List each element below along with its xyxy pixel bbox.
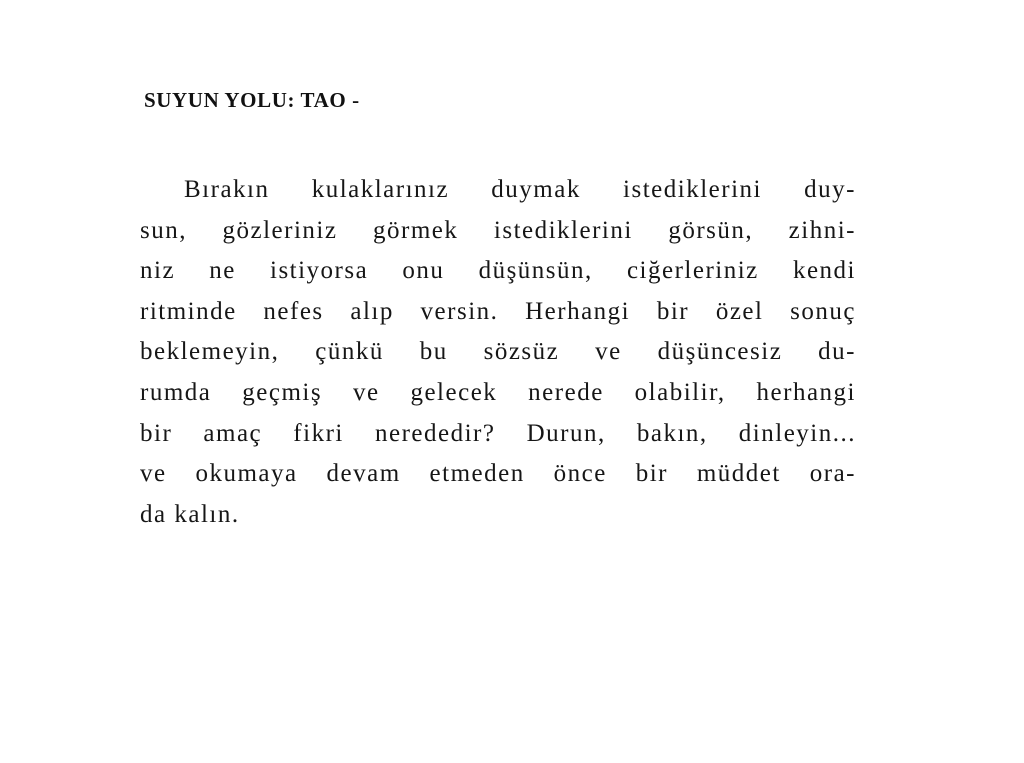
text-line: ve okumaya devam etmeden önce bir müddet ora- [140, 460, 856, 488]
text-line: bir amaç fikri nerededir? Durun, bakın, dinleyin... [140, 419, 856, 447]
text-line: Bırakın kulaklarınız duymak istediklerini duy- [184, 176, 856, 203]
text-line: ritminde nefes alıp versin. Herhangi bir özel sonuç [140, 297, 856, 325]
running-header: SUYUN YOLU: TAO - [144, 88, 360, 112]
text-line: niz ne istiyorsa onu düşünsün, ciğerleriniz kendi [140, 257, 856, 285]
paragraph [140, 170, 856, 535]
text-line: rumda geçmiş ve gelecek nerede olabilir, herhangi [140, 378, 856, 406]
text-line: beklemeyin, çünkü bu sözsüz ve düşüncesiz du- [140, 338, 856, 366]
text-line: sun, gözleriniz görmek istediklerini görsün, zihni- [140, 216, 856, 244]
text-line: da kalın. [140, 500, 240, 528]
